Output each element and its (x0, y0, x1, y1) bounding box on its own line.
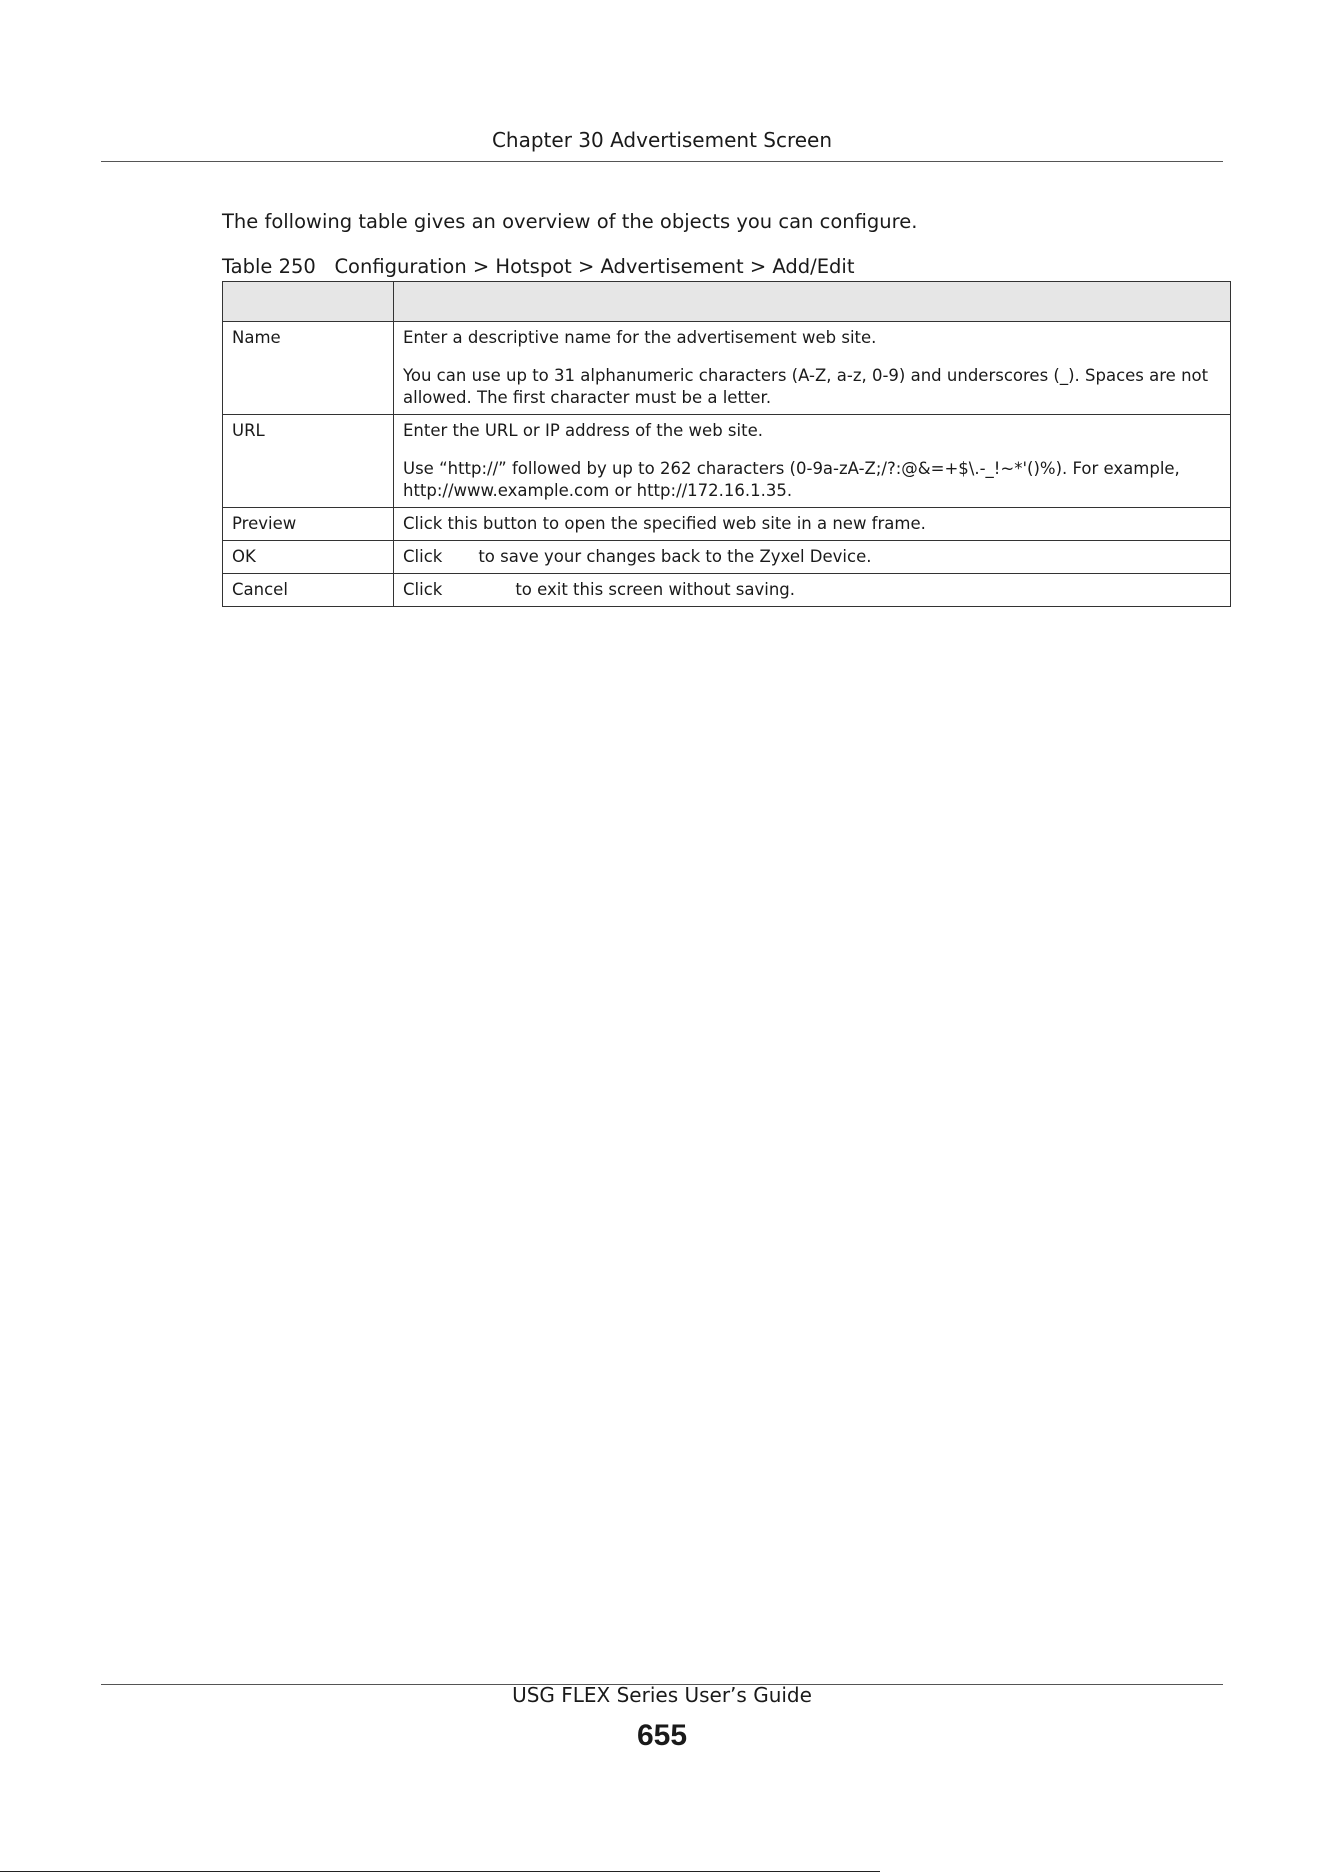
table-header-row (223, 282, 1231, 322)
table-row (223, 508, 1231, 541)
config-table (222, 281, 1231, 607)
table-row (223, 415, 1231, 508)
row-description-preview (394, 508, 1231, 541)
row-label-url: URL (223, 415, 394, 508)
row-description-name (394, 322, 1231, 415)
row-label-preview: Preview (223, 508, 394, 541)
table-header-label (223, 282, 394, 322)
table-header-description (394, 282, 1231, 322)
table-row (223, 541, 1231, 574)
row-label-cancel: Cancel (223, 574, 394, 607)
description-start: Click (403, 580, 443, 599)
description-paragraph: You can use up to 31 alphanumeric characters (A-Z, a-z, 0-9) and underscores (_). Spaces are not allowed. The first character must be a letter. (403, 366, 1209, 407)
table-row (223, 574, 1231, 607)
description-start: Click (403, 547, 443, 566)
description-paragraph: Enter the URL or IP address of the web site. (403, 421, 763, 440)
guide-title: USG FLEX Series User’s Guide (512, 1683, 812, 1707)
page-number: 655 (636, 1719, 688, 1752)
header-divider (101, 161, 1223, 162)
row-description-url (394, 415, 1231, 508)
table-caption: Table 250 Configuration > Hotspot > Advertisement > Add/Edit (222, 255, 855, 278)
row-description-ok (394, 541, 1231, 574)
table-row (223, 322, 1231, 415)
intro-text: The following table gives an overview of the objects you can configure. (222, 210, 918, 233)
description-paragraph: Click this button to open the specified web site in a new frame. (403, 514, 926, 533)
chapter-title: Chapter 30 Advertisement Screen (491, 128, 833, 152)
row-label-name: Name (223, 322, 394, 415)
description-end: to exit this screen without saving. (515, 580, 796, 599)
description-paragraph: Use “http://” followed by up to 262 characters (0-9a-zA-Z;/?:@&=+$\.-_!~*'()%). For example, http://www.example.com or http://172.16.1.35. (403, 459, 1180, 500)
description-end: to save your changes back to the Zyxel Device. (478, 547, 872, 566)
row-label-ok: OK (223, 541, 394, 574)
row-description-cancel (394, 574, 1231, 607)
description-paragraph: Enter a descriptive name for the advertisement web site. (403, 328, 877, 347)
